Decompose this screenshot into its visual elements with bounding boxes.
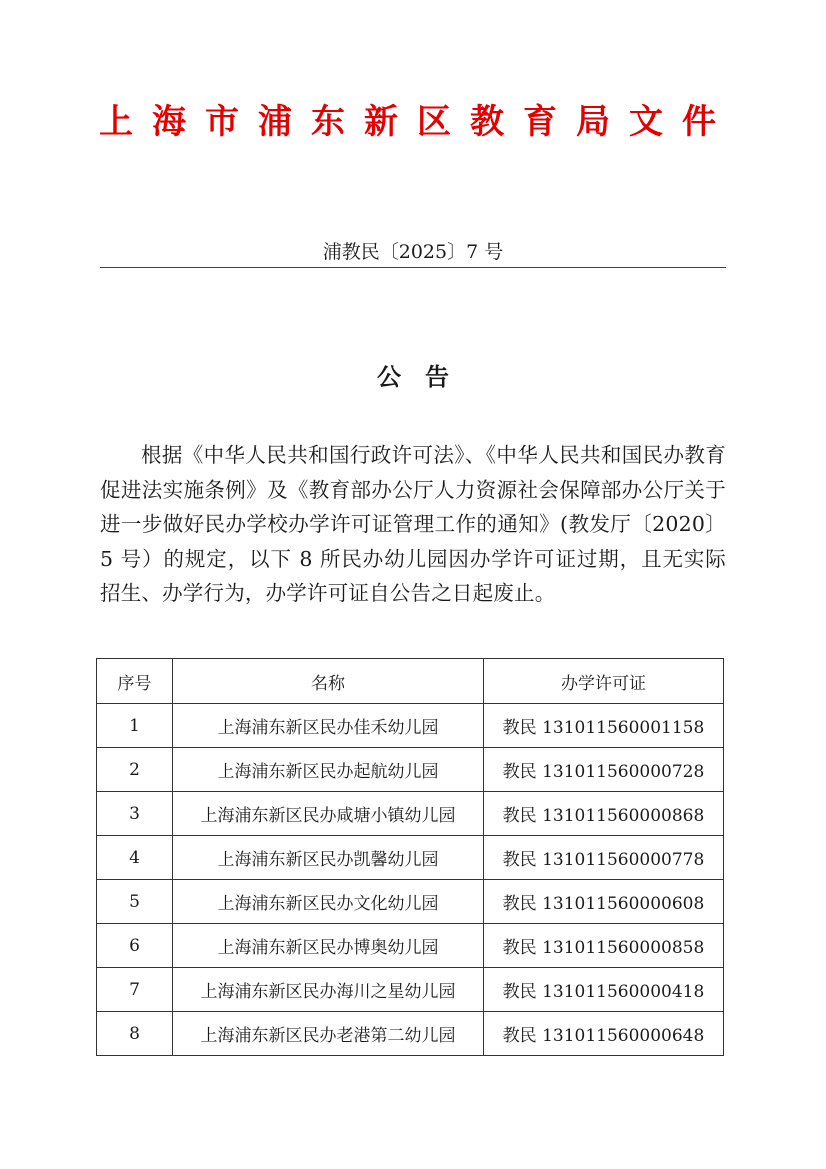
row-license: 教民 131011560000648 <box>484 1012 724 1056</box>
row-index: 2 <box>97 748 173 792</box>
row-license: 教民 131011560001158 <box>484 704 724 748</box>
row-name: 上海浦东新区民办文化幼儿园 <box>173 880 484 924</box>
row-index: 6 <box>97 924 173 968</box>
table-row <box>97 836 724 880</box>
row-license: 教民 131011560000418 <box>484 968 724 1012</box>
header-divider <box>100 267 726 268</box>
row-name: 上海浦东新区民办老港第二幼儿园 <box>173 1012 484 1056</box>
header-license: 办学许可证 <box>484 659 724 704</box>
row-name: 上海浦东新区民办佳禾幼儿园 <box>173 704 484 748</box>
row-index: 1 <box>97 704 173 748</box>
row-license: 教民 131011560000858 <box>484 924 724 968</box>
table-row <box>97 1012 724 1056</box>
row-license: 教民 131011560000778 <box>484 836 724 880</box>
license-table <box>96 658 724 1056</box>
row-name: 上海浦东新区民办博奥幼儿园 <box>173 924 484 968</box>
row-license: 教民 131011560000608 <box>484 880 724 924</box>
row-index: 4 <box>97 836 173 880</box>
header-index: 序号 <box>97 659 173 704</box>
row-license: 教民 131011560000728 <box>484 748 724 792</box>
header-name: 名称 <box>173 659 484 704</box>
table-row <box>97 968 724 1012</box>
row-name: 上海浦东新区民办海川之星幼儿园 <box>173 968 484 1012</box>
row-license: 教民 131011560000868 <box>484 792 724 836</box>
row-name: 上海浦东新区民办咸塘小镇幼儿园 <box>173 792 484 836</box>
notice-body: 根据《中华人民共和国行政许可法》、《中华人民共和国民办教育促进法实施条例》及《教育部办公厅人力资源社会保障部办公厅关于进一步做好民办学校办学许可证管理工作的通知》(教发厅〔2020〕5 号）的规定，以下 8 所民办幼儿园因办学许可证过期，且无实际招生、办学行为，办学许可证自公告之日起废止。 <box>100 443 726 605</box>
notice-title: 公告 <box>377 363 473 391</box>
table-row <box>97 880 724 924</box>
table-row <box>97 924 724 968</box>
row-name: 上海浦东新区民办凯馨幼儿园 <box>173 836 484 880</box>
row-index: 5 <box>97 880 173 924</box>
row-name: 上海浦东新区民办起航幼儿园 <box>173 748 484 792</box>
table-header-row <box>97 659 724 704</box>
row-index: 7 <box>97 968 173 1012</box>
table-row <box>97 704 724 748</box>
table-row <box>97 748 724 792</box>
document-header-title: 上海市浦东新区教育局文件 <box>99 102 735 142</box>
row-index: 3 <box>97 792 173 836</box>
document-number: 浦教民〔2025〕7 号 <box>322 241 504 263</box>
table-row <box>97 792 724 836</box>
row-index: 8 <box>97 1012 173 1056</box>
